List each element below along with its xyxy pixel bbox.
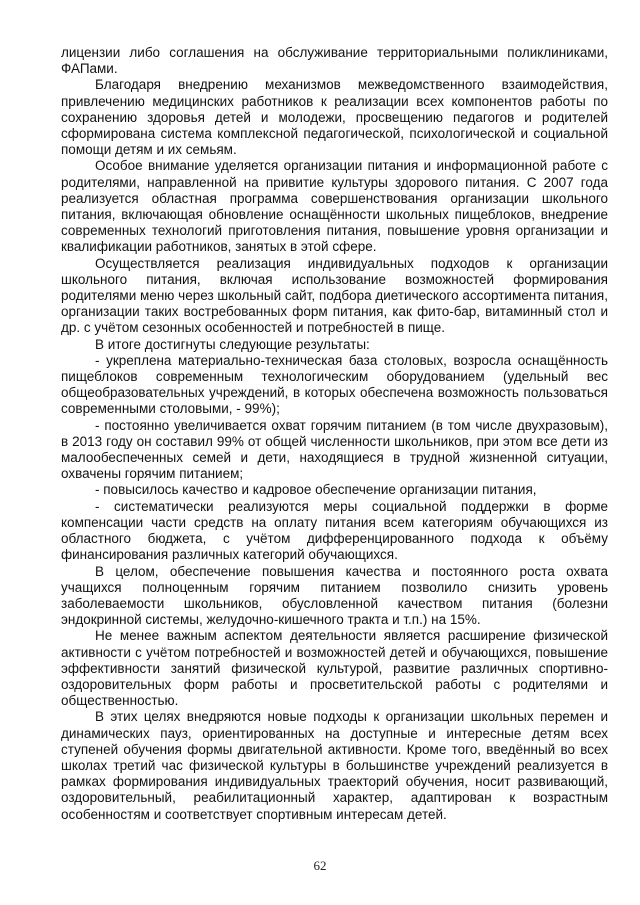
result-item-1: - укреплена материально-техническая база столовых, возросла оснащённость пищеблоков современным технологическим оборудованием (удельный вес общеобразовательных учреждений, в которых обеспечена возможность пользоваться современными столовыми, - 99%); xyxy=(61,352,608,417)
paragraph-4: Осуществляется реализация индивидуальных подходов к организации школьного питания, включая использование возможностей формирования родителями меню через школьный сайт, подбора диетического ассортимента питания, организации таких востребованных форм питания, как фито-бар, витаминный стол и др. с учётом сезонных особенностей и потребностей в пище. xyxy=(61,255,608,336)
paragraph-11: Не менее важным аспектом деятельности является расширение физической активности с учётом потребностей и возможностей детей и обучающихся, повышение эффективности занятий физической культурой, развитие различных спортивно-оздоровительных форм работы и просветительской работы с родителями и общественностью. xyxy=(61,628,608,709)
paragraph-3: Особое внимание уделяется организации питания и информационной работе с родителями, направленной на привитие культуры здорового питания. С 2007 года реализуется областная программа совершенствования организации школьного питания, включающая обновление оснащённости школьных пищеблоков, внедрение современных технологий приготовления питания, повышение уровня организации и квалификации работников, занятых в этой сфере. xyxy=(61,158,608,255)
result-item-2: - постоянно увеличивается охват горячим питанием (в том числе двухразовым), в 2013 году он составил 99% от общей численности школьников, при этом все дети из малообеспеченных семей и дети, находящиеся в трудной жизненной ситуации, охвачены горячим питанием; xyxy=(61,417,608,482)
result-item-3: - повысилось качество и кадровое обеспечение организации питания, xyxy=(95,482,537,498)
paragraph-2: Благодаря внедрению механизмов межведомственного взаимодействия, привлечению медицинских работников к реализации всех компонентов работы по сохранению здоровья детей и молодежи, просвещению педагогов и родителей сформирована система комплексной педагогической, психологической и социальной помощи детям и их семьям. xyxy=(61,77,608,158)
paragraph-12: В этих целях внедряются новые подходы к организации школьных перемен и динамических пауз, ориентированных на доступные и интересные детям всех ступеней обучения формы двигательной активности. Кроме того, введённый во всех школах третий час физической культуры в большинстве учреждений реализуется в рамках формирования индивидуальных траекторий обучения, носит развивающий, оздоровительный, реабилитационный характер, адаптирован к возрастным особенностям и соответствует спортивным интересам детей. xyxy=(61,709,608,822)
paragraph-10: В целом, обеспечение повышения качества и постоянного роста охвата учащихся полноценным горячим питанием позволило снизить уровень заболеваемости школьников, обусловленной качеством питания (болезни эндокринной системы, желудочно-кишечного тракта и т.п.) на 15%. xyxy=(61,563,608,628)
results-intro: В итоге достигнуты следующие результаты: xyxy=(95,336,370,352)
result-item-4: - систематически реализуются меры социальной поддержки в форме компенсации части средств на оплату питания всем категориям обучающихся из областного бюджета, с учётом дифференцированного подхода к объёму финансирования различных категорий обучающихся. xyxy=(61,498,608,563)
paragraph-1: лицензии либо соглашения на обслуживание территориальными поликлиниками, ФАПами. xyxy=(61,45,608,77)
page-number: 62 xyxy=(313,858,327,873)
page-body-text xyxy=(61,45,608,823)
